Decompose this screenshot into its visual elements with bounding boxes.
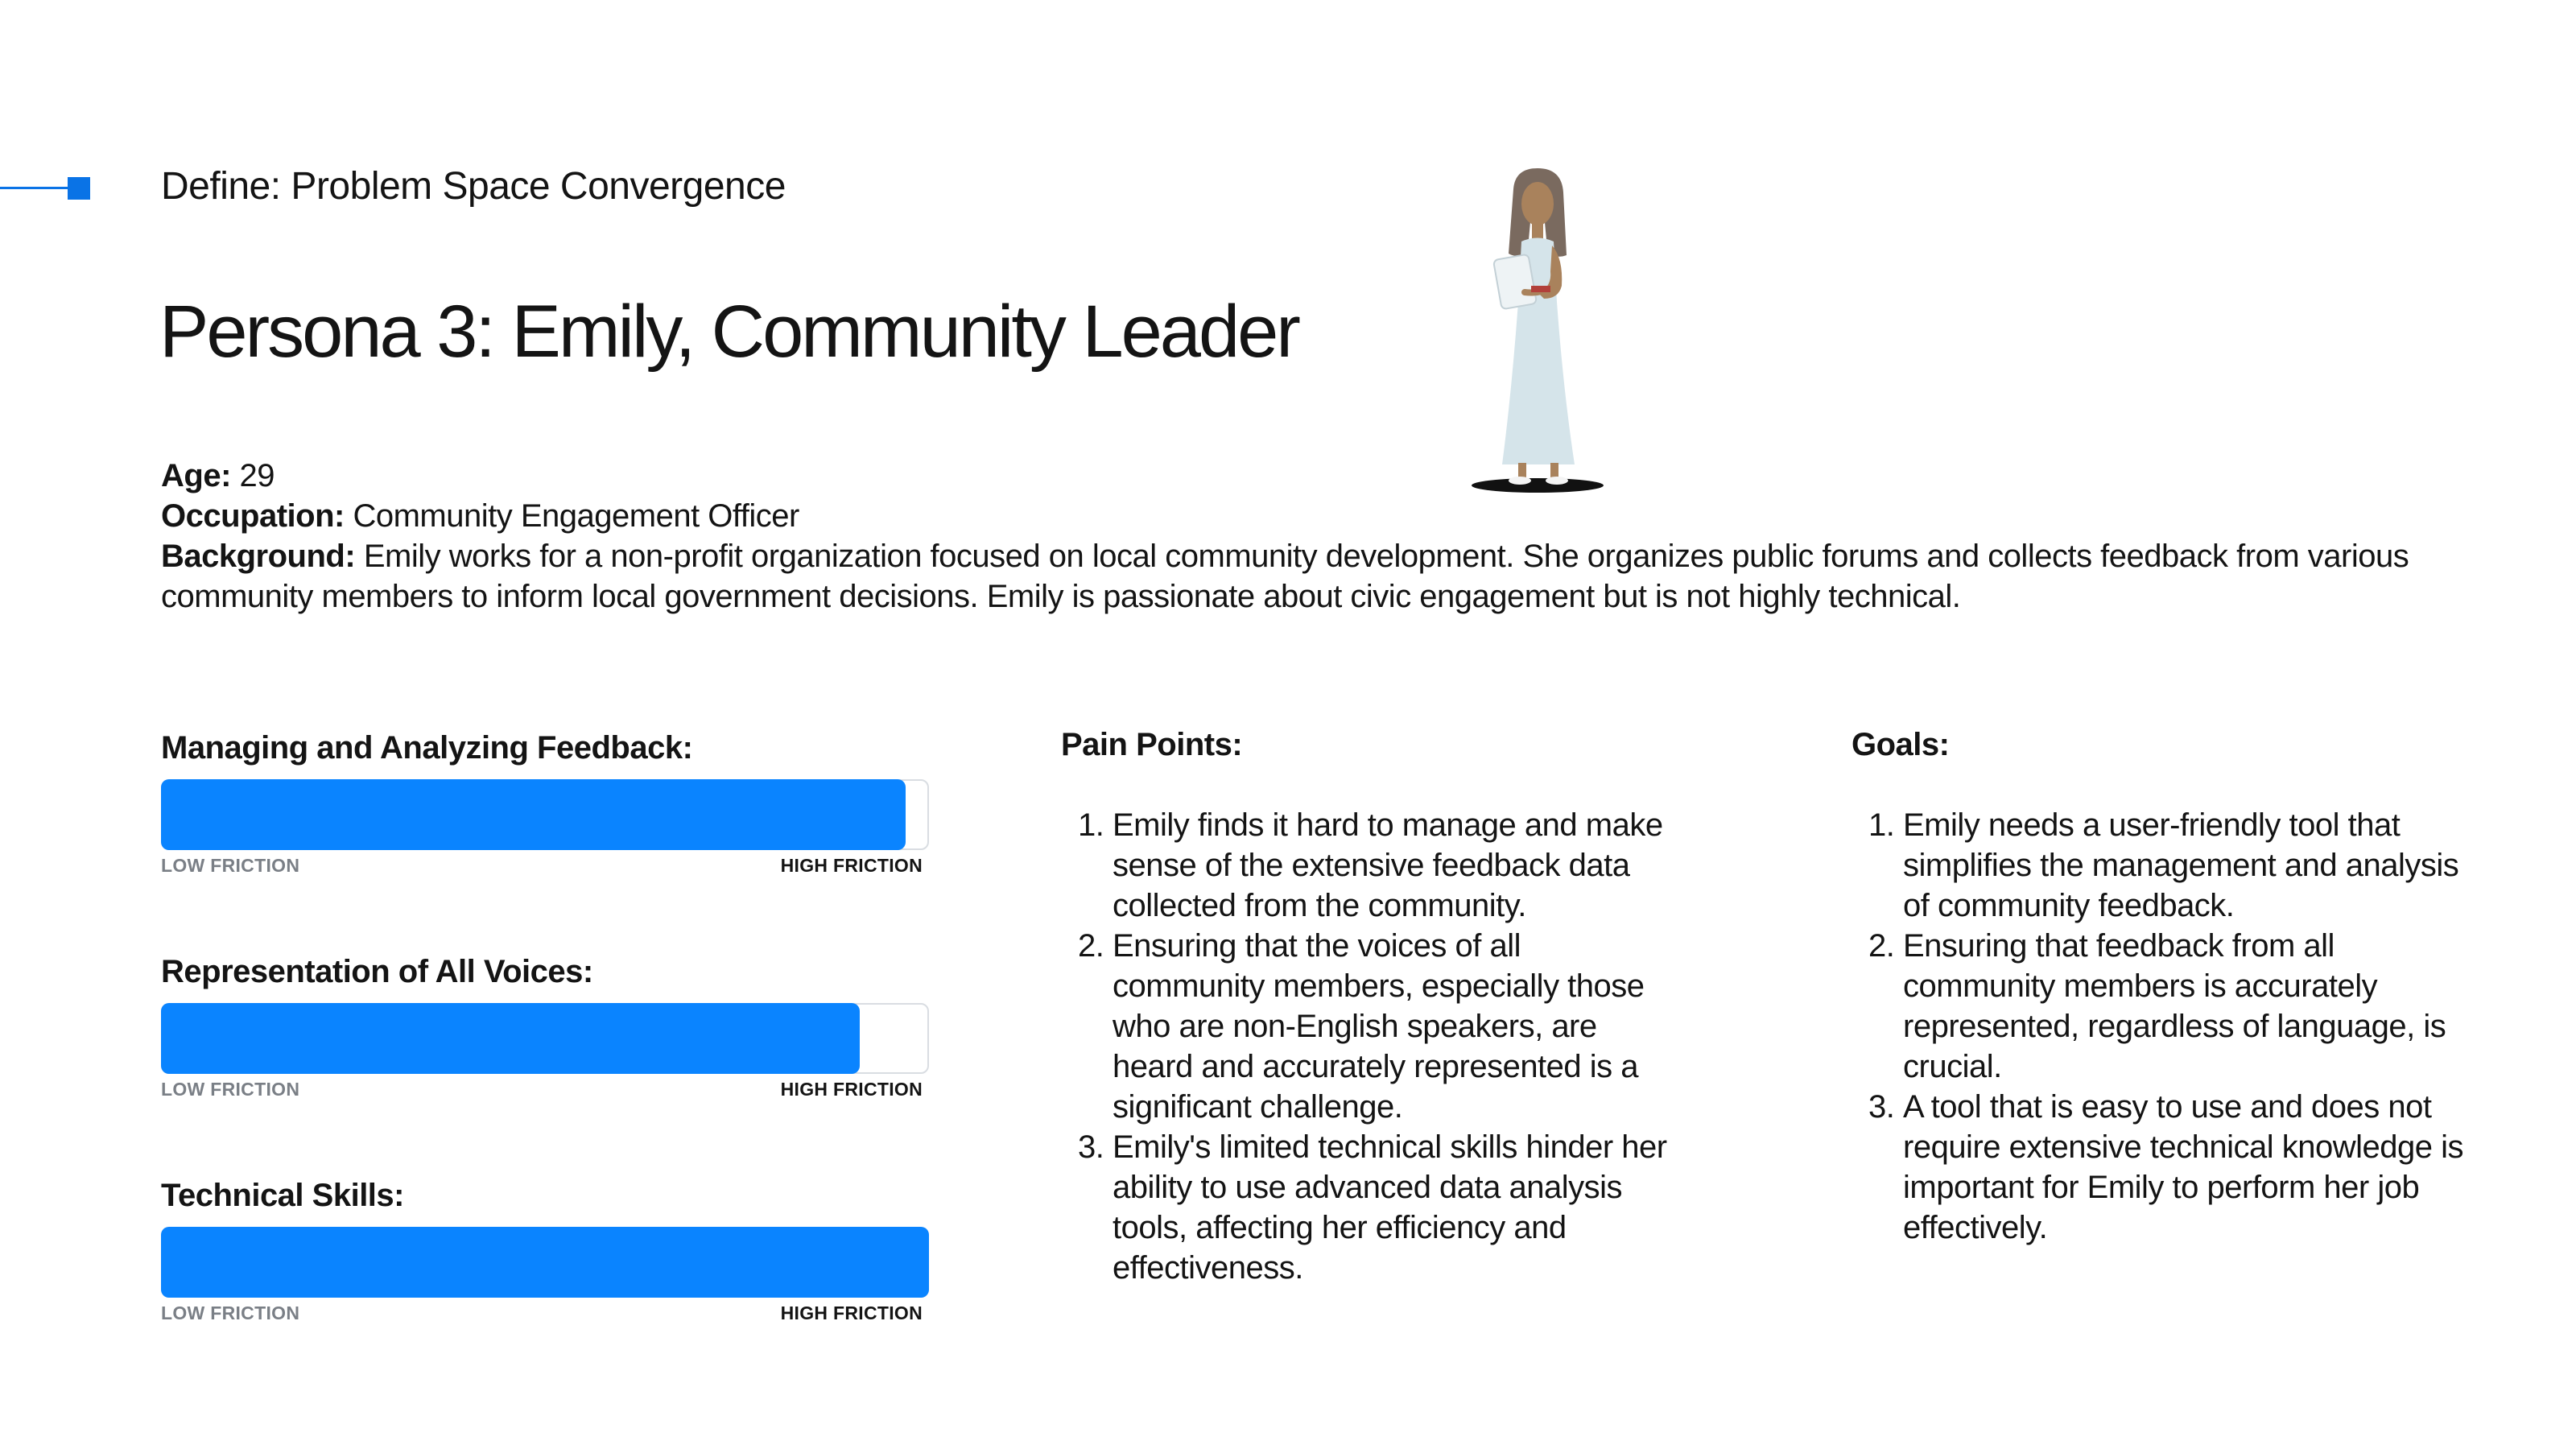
metric-title: Representation of All Voices: — [161, 954, 593, 989]
friction-scale — [161, 1302, 929, 1327]
background-label: Background: — [161, 539, 356, 574]
age-label: Age: — [161, 458, 231, 493]
low-friction-label: LOW FRICTION — [161, 1302, 300, 1323]
metric-representation-voices — [161, 952, 934, 1103]
metric-title: Technical Skills: — [161, 1178, 404, 1213]
friction-bar-track — [161, 779, 929, 850]
friction-bar-fill — [161, 1003, 860, 1074]
age-row — [161, 456, 2415, 496]
goals-title: Goals: — [1852, 727, 1950, 762]
persona-details — [161, 456, 2415, 617]
pain-points-list — [1061, 805, 1673, 1288]
friction-bar-fill — [161, 779, 906, 850]
low-friction-label: LOW FRICTION — [161, 855, 300, 876]
age-value: 29 — [239, 458, 275, 493]
friction-scale — [161, 855, 929, 879]
pain-points-title: Pain Points: — [1061, 727, 1243, 762]
occupation-label: Occupation: — [161, 498, 345, 534]
list-item: 1. Emily finds it hard to manage and make sense of the extensive feedback data collected from the community. — [1113, 805, 1673, 926]
list-item: 3. A tool that is easy to use and does not require extensive technical knowledge is important for Emily to perform her job effectively. — [1903, 1087, 2463, 1248]
high-friction-label: HIGH FRICTION — [780, 855, 923, 876]
section-label: Define: Problem Space Convergence — [161, 165, 786, 208]
persona-illustration — [1457, 165, 1618, 495]
friction-bar-fill — [161, 1227, 929, 1298]
background-row — [161, 536, 2415, 617]
background-value: Emily works for a non-profit organization focused on local community development. She organizes public forums and collects feedback from various community members to inform local government decisions. Emily is passionate about civic engagement but is not highly technical. — [161, 539, 2409, 614]
metric-title: Managing and Analyzing Feedback: — [161, 730, 693, 766]
goals-list — [1852, 805, 2463, 1248]
high-friction-label: HIGH FRICTION — [780, 1079, 923, 1100]
list-item: 3. Emily's limited technical skills hinder her ability to use advanced data analysis tools, affecting her efficiency and effectiveness. — [1113, 1127, 1673, 1288]
pain-points-column — [1061, 724, 1673, 1288]
list-item: 2. Ensuring that feedback from all community members is accurately represented, regardless of language, is crucial. — [1903, 926, 2463, 1087]
friction-scale — [161, 1079, 929, 1103]
occupation-value: Community Engagement Officer — [353, 498, 799, 534]
friction-bar-track — [161, 1003, 929, 1074]
square-marker-icon — [68, 177, 90, 200]
page-title: Persona 3: Emily, Community Leader — [159, 291, 1298, 373]
list-item: 1. Emily needs a user-friendly tool that simplifies the management and analysis of community feedback. — [1903, 805, 2463, 926]
metric-managing-feedback — [161, 728, 934, 879]
occupation-row — [161, 496, 2415, 536]
high-friction-label: HIGH FRICTION — [780, 1302, 923, 1323]
friction-bar-track — [161, 1227, 929, 1298]
low-friction-label: LOW FRICTION — [161, 1079, 300, 1100]
metric-technical-skills — [161, 1175, 934, 1327]
list-item: 2. Ensuring that the voices of all community members, especially those who are non-English speakers, are heard and accurately represented is a significant challenge. — [1113, 926, 1673, 1127]
goals-column — [1852, 724, 2463, 1248]
section-accent-line — [0, 187, 72, 189]
